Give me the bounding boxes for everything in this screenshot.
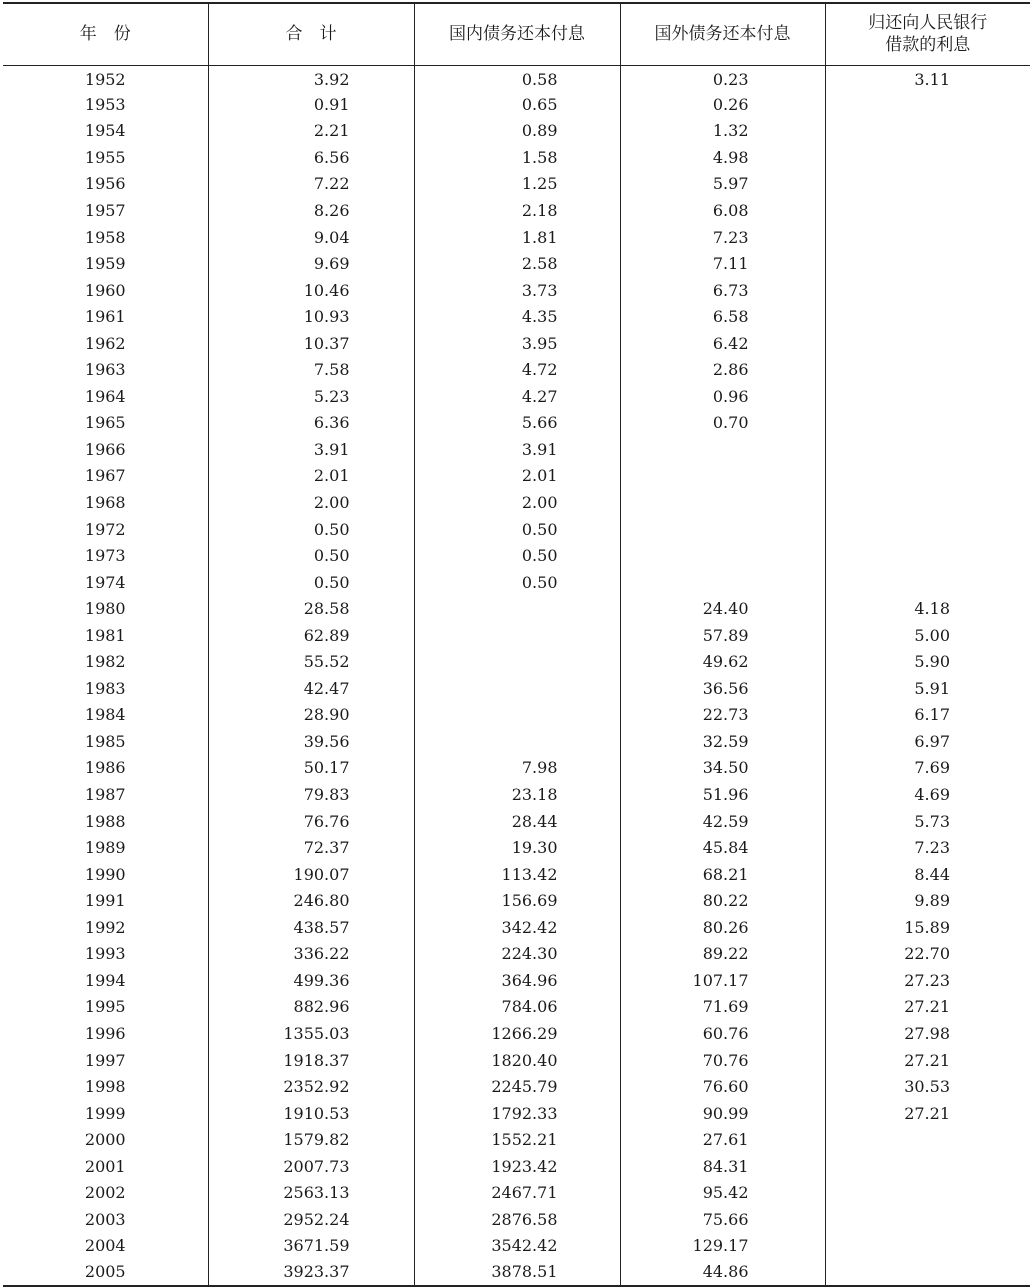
cell-domestic — [414, 676, 620, 703]
table-row — [3, 330, 1030, 357]
cell-foreign — [620, 463, 825, 490]
table-row — [3, 1180, 1030, 1207]
table-row — [3, 357, 1030, 384]
cell-foreign: 6.73 — [620, 277, 825, 304]
table-row — [3, 1047, 1030, 1074]
cell-foreign: 49.62 — [620, 649, 825, 676]
cell-pboc-interest — [825, 357, 1030, 384]
cell-year: 1955 — [84, 147, 126, 167]
header-row — [3, 3, 1030, 65]
cell-year: 2002 — [84, 1183, 126, 1203]
header-pboc-interest-line1: 归还向人民银行 — [868, 13, 988, 34]
cell-foreign: 1.32 — [620, 118, 825, 145]
table-row — [3, 1233, 1030, 1260]
cell-pboc-interest — [825, 1153, 1030, 1180]
cell-foreign: 34.50 — [620, 755, 825, 782]
cell-total: 6.36 — [208, 410, 414, 437]
cell-total: 3.92 — [208, 65, 414, 92]
cell-total: 0.91 — [208, 92, 414, 119]
cell-foreign: 68.21 — [620, 861, 825, 888]
cell-pboc-interest — [825, 569, 1030, 596]
header-year — [3, 3, 208, 65]
cell-total: 336.22 — [208, 941, 414, 968]
cell-year: 1997 — [84, 1050, 126, 1070]
cell-total: 0.50 — [208, 516, 414, 543]
cell-pboc-interest: 3.11 — [825, 65, 1030, 92]
cell-year: 1972 — [84, 519, 126, 539]
cell-foreign: 44.86 — [620, 1260, 825, 1287]
table-row — [3, 145, 1030, 172]
cell-year: 1982 — [84, 652, 126, 672]
cell-pboc-interest — [825, 490, 1030, 517]
cell-domestic: 2467.71 — [414, 1180, 620, 1207]
cell-year: 1965 — [84, 413, 126, 433]
cell-foreign: 89.22 — [620, 941, 825, 968]
cell-domestic: 1820.40 — [414, 1047, 620, 1074]
cell-total: 190.07 — [208, 861, 414, 888]
cell-foreign: 6.42 — [620, 330, 825, 357]
table-row — [3, 437, 1030, 464]
cell-year: 1995 — [84, 997, 126, 1017]
cell-foreign: 6.08 — [620, 198, 825, 225]
cell-total: 246.80 — [208, 888, 414, 915]
cell-domestic: 4.72 — [414, 357, 620, 384]
cell-pboc-interest — [825, 118, 1030, 145]
cell-year: 1986 — [84, 758, 126, 778]
table-row — [3, 968, 1030, 995]
table-row — [3, 835, 1030, 862]
cell-domestic — [414, 729, 620, 756]
cell-total: 6.56 — [208, 145, 414, 172]
cell-total: 10.93 — [208, 304, 414, 331]
cell-total: 9.69 — [208, 251, 414, 278]
header-year-label: 年 份 — [79, 24, 131, 45]
cell-year: 1993 — [84, 944, 126, 964]
header-total — [208, 3, 414, 65]
cell-foreign: 45.84 — [620, 835, 825, 862]
table-row — [3, 198, 1030, 225]
cell-foreign: 7.11 — [620, 251, 825, 278]
table-row — [3, 702, 1030, 729]
debt-service-table — [3, 2, 1030, 1287]
cell-domestic: 3.73 — [414, 277, 620, 304]
cell-domestic: 0.50 — [414, 543, 620, 570]
cell-pboc-interest — [825, 330, 1030, 357]
cell-foreign: 57.89 — [620, 622, 825, 649]
cell-foreign: 95.42 — [620, 1180, 825, 1207]
cell-domestic: 2.58 — [414, 251, 620, 278]
table-row — [3, 596, 1030, 623]
cell-foreign: 32.59 — [620, 729, 825, 756]
cell-pboc-interest: 7.23 — [825, 835, 1030, 862]
cell-domestic: 3542.42 — [414, 1233, 620, 1260]
cell-domestic: 1.58 — [414, 145, 620, 172]
table-row — [3, 941, 1030, 968]
table-row — [3, 1074, 1030, 1101]
cell-pboc-interest — [825, 1207, 1030, 1234]
cell-year: 1984 — [84, 705, 126, 725]
cell-domestic — [414, 649, 620, 676]
cell-total: 28.90 — [208, 702, 414, 729]
cell-foreign: 4.98 — [620, 145, 825, 172]
cell-year: 2005 — [84, 1262, 126, 1282]
cell-year: 1956 — [84, 174, 126, 194]
cell-pboc-interest — [825, 410, 1030, 437]
table-row — [3, 224, 1030, 251]
cell-pboc-interest: 9.89 — [825, 888, 1030, 915]
cell-foreign: 22.73 — [620, 702, 825, 729]
cell-pboc-interest: 5.91 — [825, 676, 1030, 703]
cell-year: 1964 — [84, 386, 126, 406]
cell-year: 1992 — [84, 917, 126, 937]
cell-total: 882.96 — [208, 994, 414, 1021]
cell-year: 1959 — [84, 254, 126, 274]
cell-year: 2000 — [84, 1130, 126, 1150]
cell-foreign: 60.76 — [620, 1021, 825, 1048]
header-domestic-label: 国内债务还本付息 — [449, 24, 585, 45]
cell-domestic: 0.65 — [414, 92, 620, 119]
header-foreign — [620, 3, 825, 65]
cell-total: 2007.73 — [208, 1153, 414, 1180]
cell-total: 2352.92 — [208, 1074, 414, 1101]
table-row — [3, 1260, 1030, 1287]
cell-year: 1987 — [84, 785, 126, 805]
cell-foreign: 2.86 — [620, 357, 825, 384]
cell-foreign: 24.40 — [620, 596, 825, 623]
cell-total: 2.21 — [208, 118, 414, 145]
cell-foreign: 36.56 — [620, 676, 825, 703]
table-row — [3, 251, 1030, 278]
cell-foreign: 7.23 — [620, 224, 825, 251]
cell-pboc-interest — [825, 543, 1030, 570]
table-row — [3, 118, 1030, 145]
table-row — [3, 410, 1030, 437]
cell-pboc-interest — [825, 198, 1030, 225]
cell-domestic: 2876.58 — [414, 1207, 620, 1234]
cell-domestic: 1923.42 — [414, 1153, 620, 1180]
cell-total: 3923.37 — [208, 1260, 414, 1287]
cell-year: 1974 — [84, 572, 126, 592]
cell-domestic: 1.25 — [414, 171, 620, 198]
cell-total: 1910.53 — [208, 1100, 414, 1127]
cell-year: 1985 — [84, 731, 126, 751]
cell-pboc-interest: 6.17 — [825, 702, 1030, 729]
table-row — [3, 782, 1030, 809]
cell-year: 1961 — [84, 307, 126, 327]
table-row — [3, 1100, 1030, 1127]
cell-total: 72.37 — [208, 835, 414, 862]
cell-total: 438.57 — [208, 915, 414, 942]
cell-pboc-interest: 30.53 — [825, 1074, 1030, 1101]
cell-foreign: 42.59 — [620, 808, 825, 835]
table-row — [3, 1021, 1030, 1048]
cell-foreign: 107.17 — [620, 968, 825, 995]
cell-foreign: 71.69 — [620, 994, 825, 1021]
cell-total: 3671.59 — [208, 1233, 414, 1260]
cell-domestic: 23.18 — [414, 782, 620, 809]
cell-foreign: 80.22 — [620, 888, 825, 915]
cell-year: 1973 — [84, 546, 126, 566]
table-header — [3, 3, 1030, 65]
cell-pboc-interest — [825, 1180, 1030, 1207]
cell-total: 2.01 — [208, 463, 414, 490]
table-row — [3, 490, 1030, 517]
table-row — [3, 915, 1030, 942]
cell-total: 2563.13 — [208, 1180, 414, 1207]
cell-pboc-interest — [825, 1233, 1030, 1260]
cell-year: 2001 — [84, 1156, 126, 1176]
table-row — [3, 1153, 1030, 1180]
cell-domestic: 113.42 — [414, 861, 620, 888]
cell-total: 5.23 — [208, 384, 414, 411]
cell-foreign: 0.96 — [620, 384, 825, 411]
cell-pboc-interest: 4.18 — [825, 596, 1030, 623]
cell-year: 1990 — [84, 864, 126, 884]
table-row — [3, 888, 1030, 915]
cell-foreign — [620, 569, 825, 596]
cell-foreign: 76.60 — [620, 1074, 825, 1101]
cell-pboc-interest — [825, 1127, 1030, 1154]
cell-year: 1981 — [84, 625, 126, 645]
cell-domestic: 2.00 — [414, 490, 620, 517]
header-pboc-interest-line2: 借款的利息 — [885, 35, 971, 56]
cell-foreign: 70.76 — [620, 1047, 825, 1074]
cell-foreign — [620, 543, 825, 570]
cell-foreign: 90.99 — [620, 1100, 825, 1127]
cell-domestic: 0.89 — [414, 118, 620, 145]
cell-pboc-interest: 27.21 — [825, 994, 1030, 1021]
cell-total: 50.17 — [208, 755, 414, 782]
cell-total: 79.83 — [208, 782, 414, 809]
cell-total: 1579.82 — [208, 1127, 414, 1154]
cell-year: 1952 — [84, 70, 126, 90]
cell-year: 1954 — [84, 121, 126, 141]
cell-domestic: 5.66 — [414, 410, 620, 437]
cell-year: 1953 — [84, 94, 126, 114]
table-row — [3, 649, 1030, 676]
cell-foreign — [620, 437, 825, 464]
cell-domestic: 4.35 — [414, 304, 620, 331]
cell-total: 7.58 — [208, 357, 414, 384]
cell-domestic: 0.58 — [414, 65, 620, 92]
cell-pboc-interest — [825, 92, 1030, 119]
cell-domestic: 7.98 — [414, 755, 620, 782]
cell-year: 1980 — [84, 599, 126, 619]
table-row — [3, 994, 1030, 1021]
cell-domestic: 1552.21 — [414, 1127, 620, 1154]
table-row — [3, 676, 1030, 703]
table-row — [3, 1207, 1030, 1234]
cell-foreign — [620, 516, 825, 543]
cell-total: 62.89 — [208, 622, 414, 649]
cell-year: 1988 — [84, 811, 126, 831]
cell-pboc-interest: 22.70 — [825, 941, 1030, 968]
cell-year: 1991 — [84, 891, 126, 911]
header-domestic — [414, 3, 620, 65]
cell-domestic: 364.96 — [414, 968, 620, 995]
cell-total: 1355.03 — [208, 1021, 414, 1048]
cell-foreign — [620, 490, 825, 517]
cell-total: 10.37 — [208, 330, 414, 357]
cell-total: 7.22 — [208, 171, 414, 198]
table-row — [3, 861, 1030, 888]
table-row — [3, 808, 1030, 835]
table-row — [3, 92, 1030, 119]
cell-year: 1999 — [84, 1103, 126, 1123]
cell-year: 1968 — [84, 493, 126, 513]
cell-domestic: 4.27 — [414, 384, 620, 411]
cell-pboc-interest — [825, 145, 1030, 172]
cell-year: 2003 — [84, 1209, 126, 1229]
cell-year: 1998 — [84, 1077, 126, 1097]
cell-pboc-interest — [825, 171, 1030, 198]
cell-pboc-interest: 4.69 — [825, 782, 1030, 809]
table-row — [3, 304, 1030, 331]
cell-pboc-interest — [825, 516, 1030, 543]
cell-total: 28.58 — [208, 596, 414, 623]
table-row — [3, 463, 1030, 490]
table-row — [3, 622, 1030, 649]
cell-year: 1957 — [84, 201, 126, 220]
cell-total: 39.56 — [208, 729, 414, 756]
cell-year: 1967 — [84, 466, 126, 486]
cell-pboc-interest: 5.00 — [825, 622, 1030, 649]
cell-foreign: 129.17 — [620, 1233, 825, 1260]
cell-foreign: 80.26 — [620, 915, 825, 942]
cell-total: 2.00 — [208, 490, 414, 517]
cell-foreign: 84.31 — [620, 1153, 825, 1180]
header-pboc-interest — [825, 3, 1030, 65]
cell-domestic: 1.81 — [414, 224, 620, 251]
cell-total: 1918.37 — [208, 1047, 414, 1074]
cell-pboc-interest — [825, 463, 1030, 490]
table-row — [3, 543, 1030, 570]
table-row — [3, 277, 1030, 304]
cell-foreign: 51.96 — [620, 782, 825, 809]
cell-domestic — [414, 596, 620, 623]
table-row — [3, 65, 1030, 92]
cell-pboc-interest — [825, 384, 1030, 411]
cell-total: 499.36 — [208, 968, 414, 995]
cell-pboc-interest: 7.69 — [825, 755, 1030, 782]
cell-domestic — [414, 702, 620, 729]
cell-pboc-interest: 8.44 — [825, 861, 1030, 888]
cell-domestic: 2245.79 — [414, 1074, 620, 1101]
cell-total: 55.52 — [208, 649, 414, 676]
cell-pboc-interest: 27.23 — [825, 968, 1030, 995]
cell-foreign: 75.66 — [620, 1207, 825, 1234]
cell-domestic: 19.30 — [414, 835, 620, 862]
cell-foreign: 5.97 — [620, 171, 825, 198]
cell-total: 42.47 — [208, 676, 414, 703]
cell-total: 9.04 — [208, 224, 414, 251]
cell-total: 2952.24 — [208, 1207, 414, 1234]
cell-foreign: 0.23 — [620, 65, 825, 92]
cell-domestic: 224.30 — [414, 941, 620, 968]
cell-year: 1962 — [84, 333, 126, 353]
cell-year: 2004 — [84, 1236, 126, 1256]
cell-year: 1983 — [84, 678, 126, 698]
cell-domestic: 784.06 — [414, 994, 620, 1021]
table-row — [3, 755, 1030, 782]
cell-pboc-interest — [825, 224, 1030, 251]
cell-foreign: 27.61 — [620, 1127, 825, 1154]
cell-domestic: 3.91 — [414, 437, 620, 464]
cell-domestic: 3.95 — [414, 330, 620, 357]
cell-domestic: 0.50 — [414, 516, 620, 543]
table-row — [3, 384, 1030, 411]
cell-total: 0.50 — [208, 569, 414, 596]
cell-domestic — [414, 622, 620, 649]
cell-year: 1963 — [84, 360, 126, 380]
cell-domestic: 342.42 — [414, 915, 620, 942]
table-row — [3, 171, 1030, 198]
cell-foreign: 0.70 — [620, 410, 825, 437]
cell-year: 1966 — [84, 439, 126, 459]
cell-domestic: 0.50 — [414, 569, 620, 596]
cell-foreign: 0.26 — [620, 92, 825, 119]
header-foreign-label: 国外债务还本付息 — [654, 24, 791, 45]
cell-foreign: 6.58 — [620, 304, 825, 331]
cell-domestic: 3878.51 — [414, 1260, 620, 1287]
cell-year: 1994 — [84, 970, 126, 990]
cell-pboc-interest: 27.21 — [825, 1100, 1030, 1127]
cell-total: 0.50 — [208, 543, 414, 570]
cell-total: 3.91 — [208, 437, 414, 464]
table-row — [3, 729, 1030, 756]
cell-total: 10.46 — [208, 277, 414, 304]
cell-domestic: 28.44 — [414, 808, 620, 835]
cell-pboc-interest — [825, 304, 1030, 331]
cell-total: 8.26 — [208, 198, 414, 225]
cell-pboc-interest: 27.21 — [825, 1047, 1030, 1074]
header-total-label: 合 计 — [285, 24, 337, 45]
cell-domestic: 1266.29 — [414, 1021, 620, 1048]
cell-domestic: 1792.33 — [414, 1100, 620, 1127]
cell-total: 76.76 — [208, 808, 414, 835]
table-row — [3, 1127, 1030, 1154]
cell-domestic: 2.18 — [414, 198, 620, 225]
cell-pboc-interest — [825, 251, 1030, 278]
cell-pboc-interest: 5.73 — [825, 808, 1030, 835]
cell-pboc-interest — [825, 1260, 1030, 1287]
table-body — [3, 65, 1030, 1286]
table-row — [3, 516, 1030, 543]
cell-domestic: 2.01 — [414, 463, 620, 490]
cell-pboc-interest: 15.89 — [825, 915, 1030, 942]
cell-year: 1958 — [84, 227, 126, 247]
cell-pboc-interest — [825, 277, 1030, 304]
cell-pboc-interest: 27.98 — [825, 1021, 1030, 1048]
cell-pboc-interest — [825, 437, 1030, 464]
table-row — [3, 569, 1030, 596]
cell-year: 1989 — [84, 838, 126, 858]
cell-year: 1996 — [84, 1023, 126, 1043]
cell-domestic: 156.69 — [414, 888, 620, 915]
cell-pboc-interest: 6.97 — [825, 729, 1030, 756]
cell-pboc-interest: 5.90 — [825, 649, 1030, 676]
cell-year: 1960 — [84, 280, 126, 300]
